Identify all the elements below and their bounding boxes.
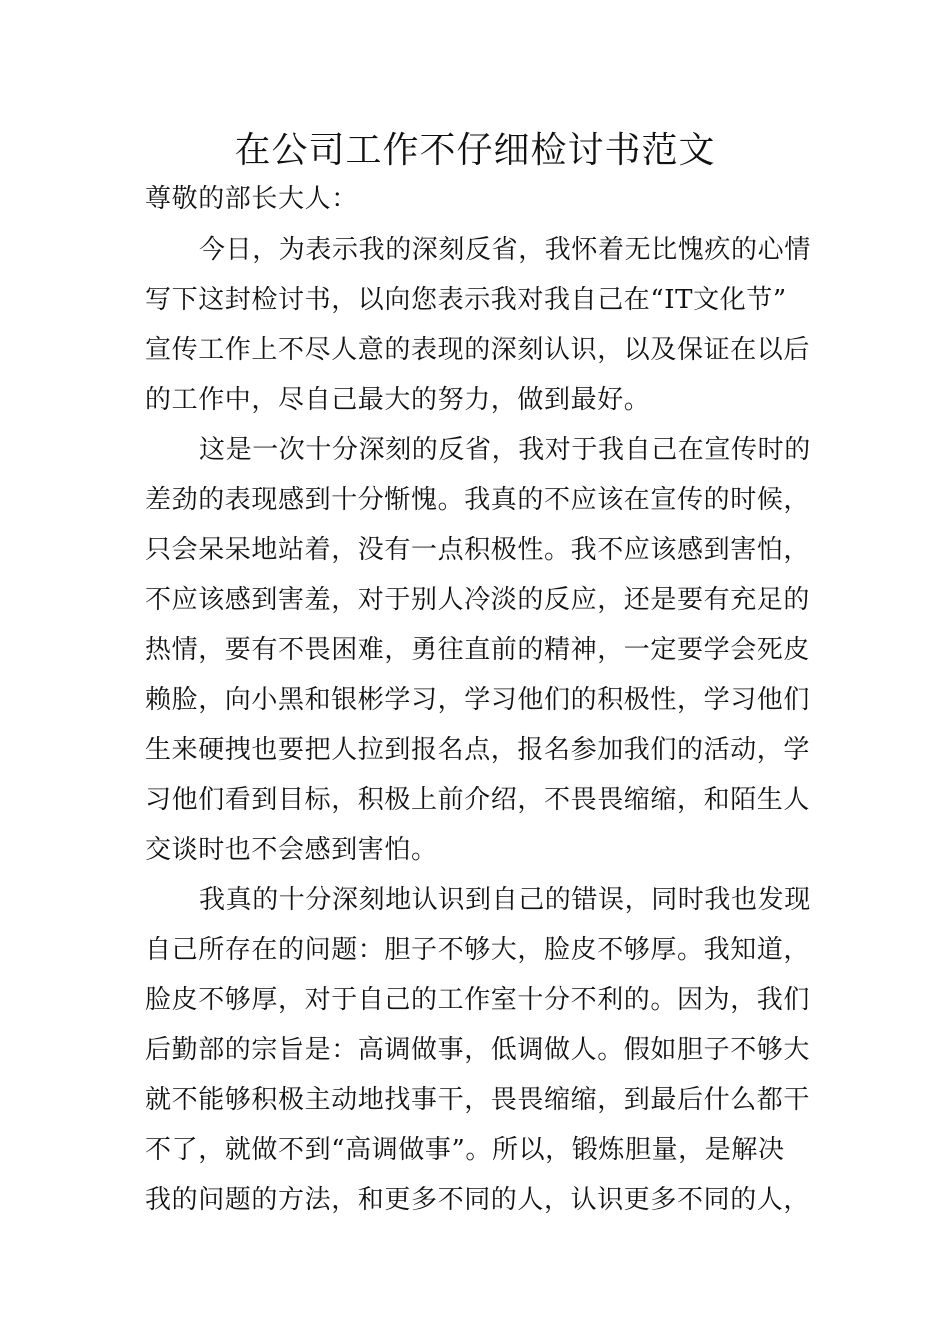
paragraph-2-line-1: 这是一次十分深刻的反省，我对于我自己在宣传时的 — [199, 435, 811, 465]
paragraph-3-line-6: 不了，就做不到“高调做事”。所以，锻炼胆量，是解决 — [145, 1135, 785, 1165]
paragraph-2-line-3: 只会呆呆地站着，没有一点积极性。我不应该感到害怕， — [145, 535, 811, 565]
paragraph-1-line-2: 写下这封检讨书，以向您表示我对我自己在“IT文化节” — [145, 285, 787, 315]
paragraph-3-line-5: 就不能够积极主动地找事干，畏畏缩缩，到最后什么都干 — [145, 1085, 811, 1115]
salutation: 尊敬的部长大人： — [145, 184, 358, 214]
paragraph-2-line-4: 不应该感到害羞，对于别人冷淡的反应，还是要有充足的 — [145, 585, 811, 615]
paragraph-2-line-9: 交谈时也不会感到害怕。 — [145, 835, 438, 865]
paragraph-3-line-4: 后勤部的宗旨是：高调做事，低调做人。假如胆子不够大 — [145, 1035, 811, 1065]
paragraph-1-line-1: 今日，为表示我的深刻反省，我怀着无比愧疚的心情 — [199, 235, 811, 265]
paragraph-2-line-6: 赖脸，向小黑和银彬学习，学习他们的积极性，学习他们 — [145, 685, 811, 715]
document-title: 在公司工作不仔细检讨书范文 — [234, 130, 716, 171]
paragraph-1-line-3: 宣传工作上不尽人意的表现的深刻认识，以及保证在以后 — [145, 335, 811, 365]
paragraph-2-line-7: 生来硬拽也要把人拉到报名点，报名参加我们的活动，学 — [145, 735, 811, 765]
paragraph-3-line-2: 自己所存在的问题：胆子不够大，脸皮不够厚。我知道， — [145, 935, 811, 965]
paragraph-2-line-2: 差劲的表现感到十分惭愧。我真的不应该在宣传的时候， — [145, 485, 811, 515]
paragraph-3-line-7: 我的问题的方法，和更多不同的人，认识更多不同的人， — [145, 1185, 811, 1215]
paragraph-1-line-4: 的工作中，尽自己最大的努力，做到最好。 — [145, 385, 651, 415]
paragraph-3-line-3: 脸皮不够厚，对于自己的工作室十分不利的。因为，我们 — [145, 985, 811, 1015]
paragraph-2-line-5: 热情，要有不畏困难，勇往直前的精神，一定要学会死皮 — [145, 635, 811, 665]
paragraph-3-line-1: 我真的十分深刻地认识到自己的错误，同时我也发现 — [199, 885, 811, 915]
paragraph-2-line-8: 习他们看到目标，积极上前介绍，不畏畏缩缩，和陌生人 — [145, 785, 811, 815]
